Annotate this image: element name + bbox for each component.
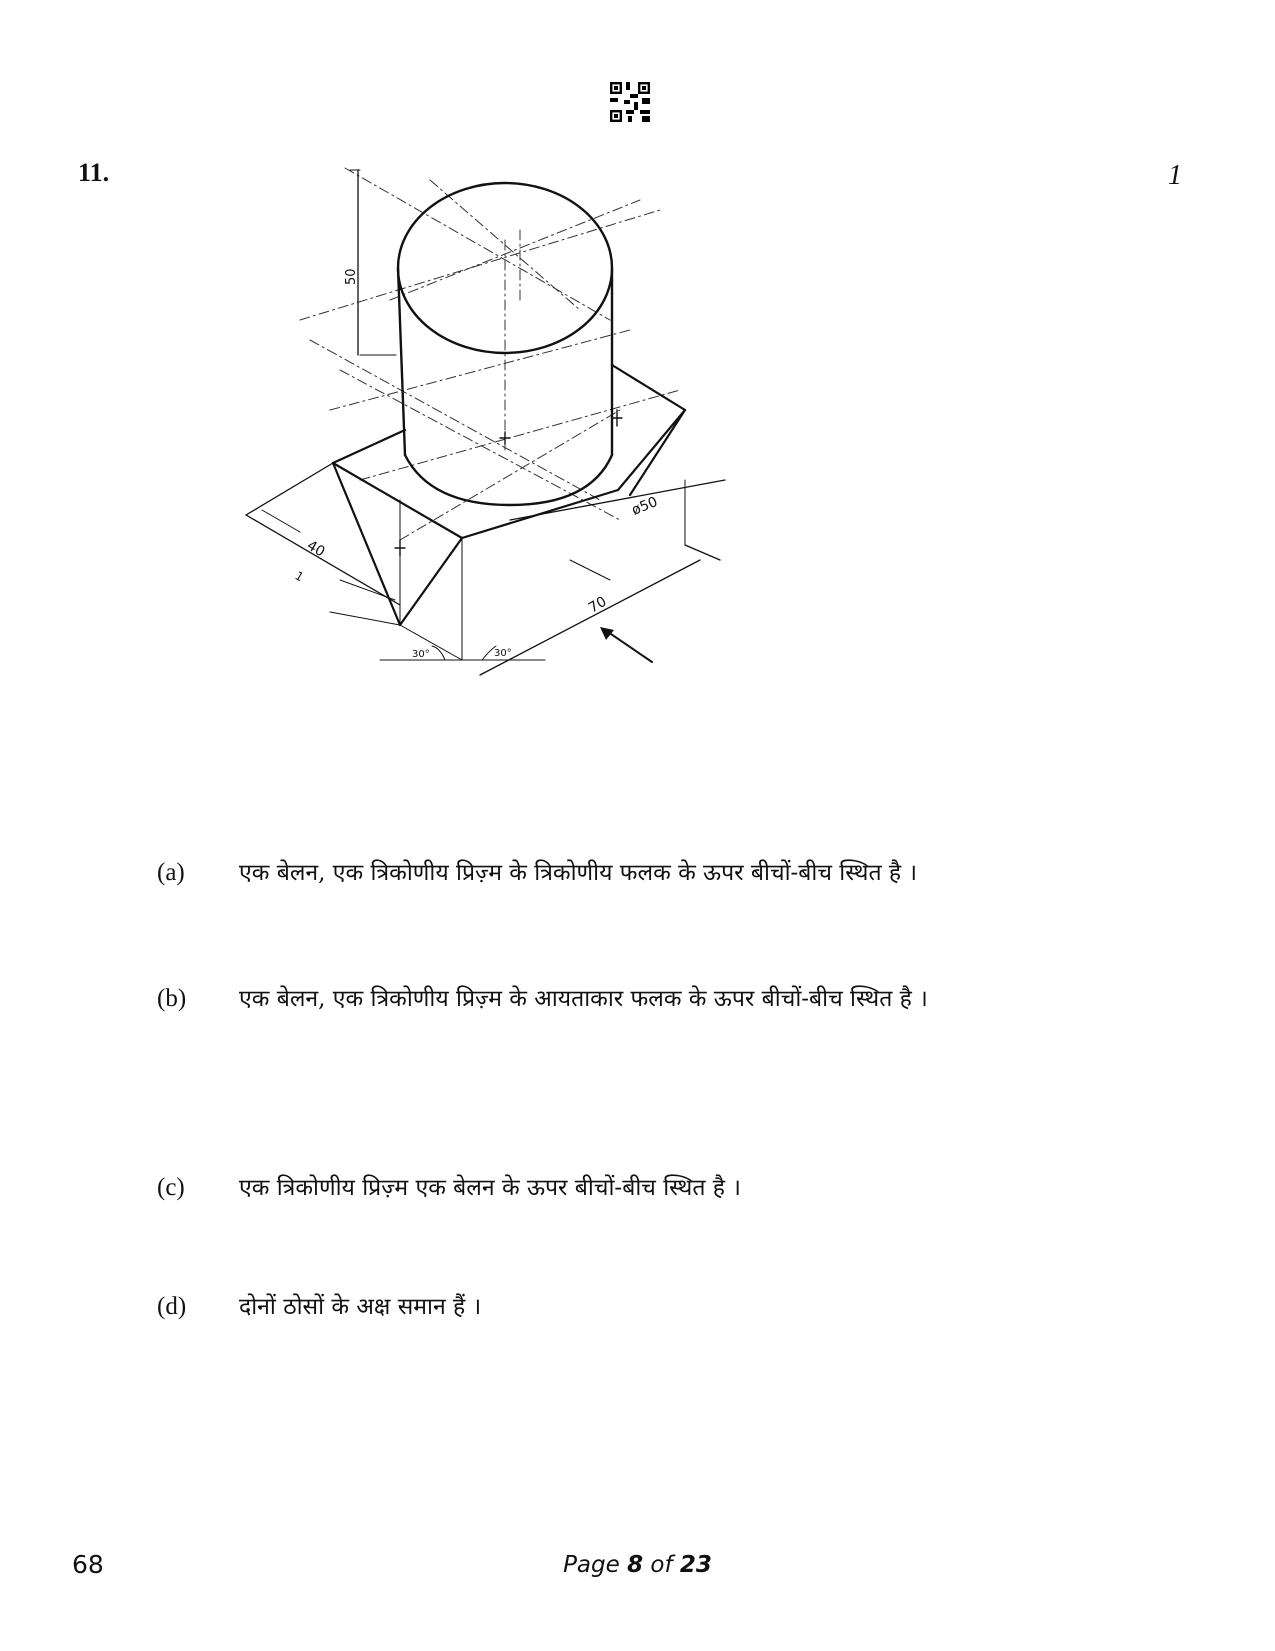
qr-code <box>610 82 650 122</box>
option-label: (d) <box>157 1293 187 1320</box>
dim-diameter-label: ø50 <box>629 493 660 519</box>
option-label: (c) <box>157 1174 185 1201</box>
option-text: एक त्रिकोणीय प्रिज़्म एक बेलन के ऊपर बीचों-बीच स्थित है । <box>239 1175 742 1201</box>
paper-code: 68 <box>72 1550 104 1579</box>
dim-width-label: 40 <box>304 537 328 561</box>
question-number: 11. <box>78 158 110 187</box>
option-label: (b) <box>157 985 187 1012</box>
page-current: 8 <box>627 1552 644 1578</box>
option-text: एक बेलन, एक त्रिकोणीय प्रिज़्म के आयताकार फलक के ऊपर बीचों-बीच स्थित है । <box>239 986 928 1012</box>
page-total: 23 <box>679 1552 712 1578</box>
dim-height-label: 50 <box>344 268 359 285</box>
option-label: (a) <box>157 859 185 886</box>
page-indicator <box>0 1552 1275 1578</box>
option-text: एक बेलन, एक त्रिकोणीय प्रिज़्म के त्रिकोणीय फलक के ऊपर बीचों-बीच स्थित है । <box>239 860 918 886</box>
page-prefix: Page <box>563 1552 628 1578</box>
page-of: of <box>643 1552 680 1578</box>
angle-right-label: 30° <box>494 648 512 659</box>
isometric-drawing <box>240 160 760 720</box>
option-text: दोनों ठोसों के अक्ष समान हैं । <box>239 1294 482 1320</box>
dim-length-label: 70 <box>586 593 610 617</box>
dim-tick-label: 1 <box>292 568 307 585</box>
angle-left-label: 30° <box>412 649 430 660</box>
question-marks: 1 <box>1168 160 1182 191</box>
